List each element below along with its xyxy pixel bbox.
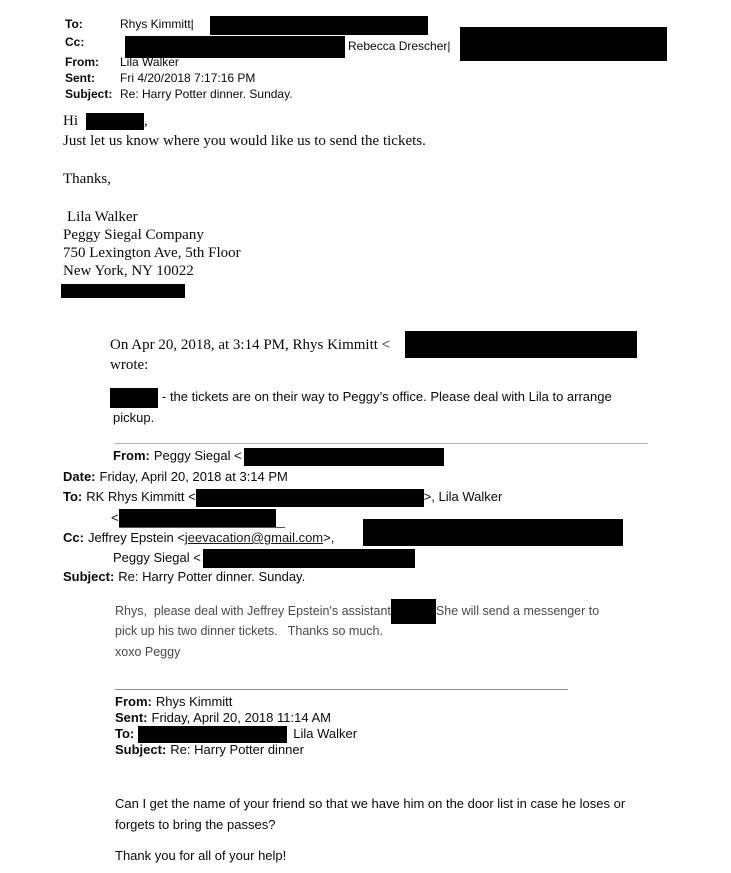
- email-link[interactable]: jeevacation@gmail.com: [184, 530, 324, 545]
- quote3-field-from: [115, 694, 232, 710]
- field-label-cc: Cc:: [63, 530, 84, 545]
- cc-visible-name: Rebecca Drescher|: [348, 39, 451, 53]
- field-value-to: RK Rhys Kimmitt <: [86, 489, 196, 504]
- field-value-sent: Friday, April 20, 2018 11:14 AM: [151, 710, 331, 725]
- quote1-msg-text: - the tickets are on their way to Peggy’s office. Please deal with Lila to arrange: [162, 389, 612, 404]
- field-label-date: Date:: [63, 469, 96, 484]
- redaction-bar: [391, 599, 436, 624]
- field-value-sent: Fri 4/20/2018 7:17:16 PM: [120, 71, 256, 85]
- header-field-sent: [65, 71, 255, 85]
- header-field-subject: [65, 87, 293, 101]
- quote2-field-subject: [63, 567, 305, 587]
- greeting-text: Hi: [63, 113, 78, 129]
- signature-line: Lila Walker: [67, 209, 138, 225]
- quote1-message-line2: pickup.: [113, 410, 155, 425]
- redaction-bar: [405, 331, 637, 358]
- redaction-bar: [86, 113, 144, 130]
- quote2-msg-pre: Rhys, please deal with Jeffrey Epstein's assistant: [115, 603, 391, 618]
- redaction-bar: [61, 284, 185, 298]
- quote2-field-to-line2: [111, 508, 285, 528]
- angle-bracket: <: [111, 510, 119, 525]
- redaction-bar: [363, 519, 623, 546]
- header-field-to: [65, 17, 194, 31]
- field-label-to: To:: [63, 489, 83, 504]
- quote2-msg-post: She will send a messenger to: [435, 603, 600, 618]
- greeting-line: [63, 112, 148, 131]
- redaction-bar: [210, 16, 428, 35]
- field-label-to: To:: [115, 726, 135, 741]
- signature-line: Peggy Siegal Company: [63, 227, 204, 243]
- field-label-subject: Subject:: [63, 569, 115, 584]
- field-value-from: Rhys Kimmitt: [155, 694, 233, 709]
- field-cc-after: >,: [323, 530, 335, 545]
- quote3-body-line1: Can I get the name of your friend so that we have him on the door list in case he loses or: [115, 796, 626, 811]
- header-field-cc: [65, 35, 120, 49]
- signature-line: New York, NY 10022: [63, 263, 194, 279]
- field-value-subject: Re: Harry Potter dinner. Sunday.: [120, 87, 293, 101]
- field-label-cc: Cc:: [65, 35, 85, 49]
- field-label-to: To:: [65, 17, 83, 31]
- field-label-subject: Subject:: [115, 742, 167, 757]
- quote1-intro-line2: wrote:: [110, 357, 149, 373]
- separator-line: [115, 443, 648, 444]
- redaction-bar: [110, 388, 158, 408]
- field-label-sent: Sent:: [65, 71, 95, 85]
- field-value-to: Rhys Kimmitt|: [120, 17, 194, 31]
- redaction-bar: [196, 489, 424, 507]
- quote2-field-to: [63, 487, 502, 507]
- greeting-suffix: ,: [144, 113, 148, 129]
- quote3-field-to: [115, 726, 357, 743]
- field-value-from: Lila Walker: [120, 55, 179, 69]
- field-label-subject: Subject:: [65, 87, 113, 101]
- body-line: Just let us know where you would like us to send the tickets.: [63, 133, 426, 149]
- quote1-intro-line1: On Apr 20, 2018, at 3:14 PM, Rhys Kimmitt <: [110, 337, 391, 353]
- field-to-after: Lila Walker: [293, 726, 358, 741]
- field-value-date: Friday, April 20, 2018 at 3:14 PM: [99, 469, 288, 484]
- field-value-from: Peggy Siegal <: [153, 448, 242, 463]
- redaction-bar: [460, 27, 667, 61]
- quote3-field-subject: [115, 742, 304, 758]
- field-label-from: From:: [113, 448, 150, 463]
- signature-line: 750 Lexington Ave, 5th Floor: [63, 245, 241, 261]
- redaction-bar: [119, 509, 276, 527]
- field-value-cc: Jeffrey Epstein <: [87, 530, 185, 545]
- quote2-field-from: [113, 446, 444, 466]
- quote1-message-line1: [110, 387, 612, 408]
- quote2-field-cc-line2: [113, 548, 415, 568]
- quote3-body-line2: forgets to bring the passes?: [115, 817, 276, 832]
- separator-line: [115, 689, 568, 690]
- field-label-from: From:: [115, 694, 152, 709]
- redaction-bar: [138, 726, 287, 743]
- quote2-message-line2: pick up his two dinner tickets. Thanks so much.: [115, 624, 383, 638]
- redaction-bar: [244, 448, 444, 466]
- quote3-field-sent: [115, 710, 331, 726]
- redacted-link-underline: [119, 509, 285, 528]
- redaction-bar: [203, 549, 415, 568]
- field-to-after: >, Lila Walker: [423, 489, 503, 504]
- quote2-field-cc: [63, 528, 334, 548]
- header-field-from: [65, 55, 179, 69]
- field-label-sent: Sent:: [115, 710, 148, 725]
- quote2-message-line3: xoxo Peggy: [115, 645, 181, 659]
- field-label-from: From:: [65, 55, 99, 69]
- field-cc-line2: Peggy Siegal <: [113, 550, 201, 565]
- field-value-subject: Re: Harry Potter dinner. Sunday.: [118, 569, 306, 584]
- quote3-body-line3: Thank you for all of your help!: [115, 848, 287, 863]
- thanks-line: Thanks,: [63, 171, 111, 187]
- field-value-subject: Re: Harry Potter dinner: [170, 742, 304, 757]
- quote2-field-date: [63, 467, 288, 487]
